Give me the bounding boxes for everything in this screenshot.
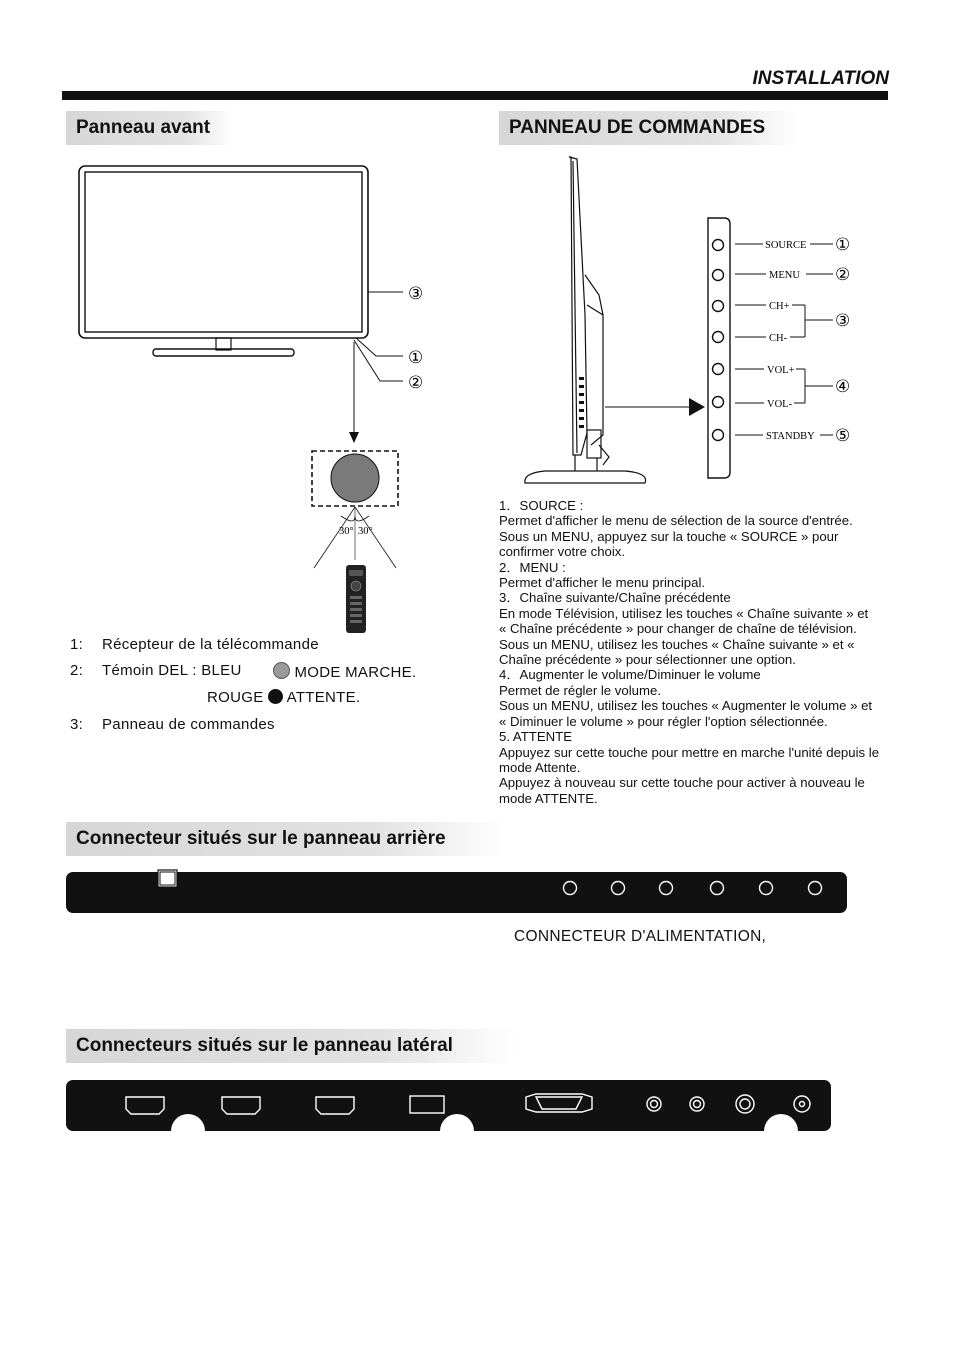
- desc-line: « Diminuer le volume » pour régler l'option sélectionnée.: [499, 713, 828, 729]
- desc-line: Sous un MENU, utilisez les touches « Augmenter le volume » et: [499, 698, 873, 714]
- callout-1: ①: [408, 348, 424, 368]
- desc-line: Permet de régler le volume.: [499, 682, 661, 698]
- desc-line: 4．Augmenter le volume/Diminuer le volume: [499, 667, 761, 683]
- svg-text:SOURCE: SOURCE: [765, 240, 807, 251]
- svg-text:②: ②: [835, 265, 851, 285]
- svg-text:MENU: MENU: [769, 270, 800, 281]
- desc-line: mode ATTENTE.: [499, 790, 598, 806]
- ch-callout: ③: [835, 311, 851, 331]
- button-vol-minus[interactable]: [713, 397, 806, 411]
- desc-line: 3．Chaîne suivante/Chaîne précédente: [499, 590, 731, 606]
- legend-item-2-red: ROUGE ATTENTE.: [207, 689, 361, 706]
- button-ch-plus[interactable]: [713, 301, 806, 313]
- tv-side-illustration: [525, 157, 646, 483]
- red-led-dot: [268, 689, 283, 704]
- front-tv-diagram: [70, 160, 450, 640]
- control-panel-title: PANNEAU DE COMMANDES: [499, 111, 799, 145]
- desc-line: Permet d'afficher le menu de sélection de la source d'entrée.: [499, 513, 853, 529]
- callout-3: ③: [408, 284, 424, 304]
- angle-right: 30°: [358, 526, 373, 537]
- tv-front-illustration: [79, 166, 368, 356]
- rear-square-port: [158, 870, 177, 887]
- legend-item-2: 2: Témoin DEL : BLEU MODE MARCHE.: [70, 662, 417, 681]
- vol-callout: ④: [835, 377, 851, 397]
- svg-text:VOL+: VOL+: [767, 365, 795, 376]
- desc-line: mode Attente.: [499, 759, 581, 775]
- svg-text:CH+: CH+: [769, 301, 790, 312]
- svg-text:STANDBY: STANDBY: [766, 431, 815, 442]
- desc-line: 1．SOURCE :: [499, 498, 584, 513]
- rear-panel-title: Connecteur situés sur le panneau arrière: [66, 822, 506, 856]
- front-panel-title: Panneau avant: [66, 111, 234, 145]
- header-rule: [62, 91, 888, 100]
- remote-control-illustration: [346, 565, 366, 633]
- control-panel-description: [499, 498, 919, 806]
- side-connector-bar: [66, 1078, 834, 1138]
- desc-line: Permet d'afficher le menu principal.: [499, 575, 706, 591]
- button-menu[interactable]: [713, 265, 851, 285]
- desc-line: Sous un MENU, utilisez les touches « Chaîne suivante » et «: [499, 636, 855, 652]
- desc-line: confirmer votre choix.: [499, 544, 626, 560]
- button-standby[interactable]: [713, 426, 851, 446]
- desc-line: Appuyez à nouveau sur cette touche pour activer à nouveau le: [499, 775, 865, 791]
- desc-line: Chaîne précédente » pour sélectionner une option.: [499, 652, 796, 668]
- svg-text:VOL-: VOL-: [767, 399, 793, 410]
- svg-text:①: ①: [835, 235, 851, 255]
- desc-line: Appuyez sur cette touche pour mettre en marche l'unité depuis le: [499, 744, 880, 760]
- button-source[interactable]: [713, 235, 851, 255]
- desc-line: 5. ATTENTE: [499, 729, 573, 745]
- remote-receiver: [331, 454, 379, 502]
- page-title: INSTALLATION: [752, 68, 889, 89]
- legend-item-1: 1: Récepteur de la télécommande: [70, 636, 319, 653]
- desc-line: « Chaîne précédente » pour changer de chaîne de télévision.: [499, 621, 857, 637]
- desc-line: Sous un MENU, appuyez sur la touche « SOURCE » pour: [499, 528, 839, 544]
- desc-line: En mode Télévision, utilisez les touches « Chaîne suivante » et: [499, 605, 869, 621]
- side-panel-title: Connecteurs situés sur le panneau latéral: [66, 1029, 516, 1063]
- button-vol-plus[interactable]: [713, 364, 806, 377]
- rear-caption: CONNECTEUR D'ALIMENTATION,: [514, 928, 767, 945]
- rear-connector-bar: [66, 866, 848, 916]
- callout-2: ②: [408, 373, 424, 393]
- legend-item-3: 3: Panneau de commandes: [70, 716, 275, 733]
- side-buttons-strip: [579, 377, 584, 428]
- svg-text:⑤: ⑤: [835, 426, 851, 446]
- desc-line: 2．MENU :: [499, 559, 566, 575]
- angle-left: 30°: [339, 526, 354, 537]
- button-ch-minus[interactable]: [713, 332, 806, 345]
- control-buttons-panel: [700, 210, 870, 485]
- blue-led-dot: [273, 662, 290, 679]
- svg-text:CH-: CH-: [769, 333, 788, 344]
